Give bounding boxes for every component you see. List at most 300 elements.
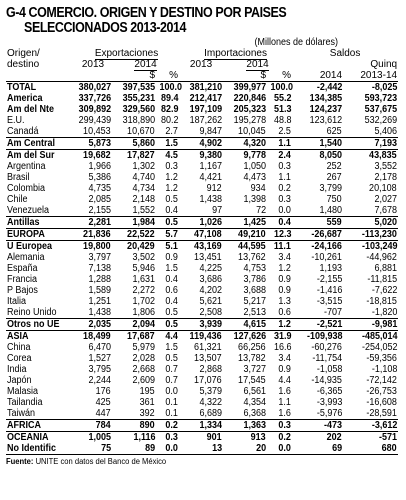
cell-value: 20,108	[369, 183, 398, 194]
cell-exports-2014-value	[112, 172, 156, 183]
balance-spacer	[292, 59, 343, 70]
cell-value: 0.6	[165, 285, 179, 296]
row-label-text: Antillas	[7, 217, 40, 228]
cell-imports-2013	[179, 82, 223, 94]
table-row	[6, 217, 398, 229]
cell-exports-2013	[74, 82, 112, 94]
cell-value: -113,230	[362, 229, 398, 240]
cell-value: 5.7	[165, 229, 179, 240]
cell-value: 447	[95, 408, 111, 419]
cell-balance-2014	[292, 194, 343, 205]
cell-value: 1,334	[199, 420, 223, 431]
cell-imports-2014-pct	[267, 161, 292, 172]
cell-value: 0.0	[165, 386, 179, 397]
cell-value: 1.5	[165, 138, 179, 149]
cell-value: 7,193	[374, 138, 398, 149]
cell-imports-2014-value	[223, 229, 267, 241]
imports-pct-header: %	[267, 70, 292, 82]
cell-balance-quinq	[343, 274, 398, 285]
table-row	[6, 432, 398, 444]
cell-value: 0.9	[278, 285, 292, 296]
row-label	[6, 172, 74, 183]
cell-exports-2013	[74, 397, 112, 408]
cell-exports-2014-pct	[156, 342, 179, 353]
cell-balance-quinq	[343, 104, 398, 115]
cell-value: 1,398	[243, 194, 267, 205]
cell-exports-2014-value	[112, 353, 156, 364]
cell-value: 0.3	[278, 420, 292, 431]
cell-imports-2013	[179, 386, 223, 397]
cell-balance-2014	[292, 364, 343, 375]
cell-value: 72	[256, 205, 267, 216]
cell-balance-quinq	[343, 115, 398, 126]
table-row	[6, 241, 398, 253]
cell-exports-2014-pct	[156, 194, 179, 205]
cell-value: 195	[139, 386, 155, 397]
cell-imports-2013	[179, 172, 223, 183]
cell-value: 680	[382, 443, 398, 454]
table-row	[6, 319, 398, 331]
cell-balance-quinq	[343, 331, 398, 343]
cell-value: 2,028	[132, 353, 155, 364]
table-row	[6, 364, 398, 375]
cell-value: -571	[379, 432, 398, 443]
cell-exports-2013	[74, 138, 112, 150]
row-label-text: Am Central	[7, 138, 56, 149]
cell-value: 361	[139, 397, 155, 408]
cell-value: 3,795	[88, 364, 111, 375]
cell-exports-2013	[74, 150, 112, 162]
row-label-text: Italia	[7, 296, 27, 307]
cell-value: 5,217	[243, 296, 267, 307]
cell-value: 2,094	[132, 319, 155, 330]
cell-imports-2014-pct	[267, 432, 292, 444]
row-label	[6, 161, 74, 172]
source-label: Fuente:	[6, 457, 34, 466]
cell-exports-2014-value	[112, 138, 156, 150]
cell-value: 4,473	[243, 172, 267, 183]
cell-imports-2014-pct	[267, 150, 292, 162]
cell-value: 16.6	[273, 342, 292, 353]
cell-exports-2014-pct	[156, 319, 179, 331]
cell-value: 10,670	[127, 126, 155, 137]
cell-imports-2014-pct	[267, 205, 292, 217]
cell-value: -3,993	[316, 397, 343, 408]
cell-imports-2014-value	[223, 126, 267, 138]
cell-balance-quinq	[343, 386, 398, 397]
cell-value: 0.0	[278, 205, 292, 216]
cell-value: 0.9	[278, 364, 292, 375]
cell-imports-2014-pct	[267, 115, 292, 126]
cell-value: 13,507	[194, 353, 223, 364]
cell-value: -254,052	[361, 342, 398, 353]
cell-value: 2,668	[132, 364, 155, 375]
cell-balance-2014	[292, 263, 343, 274]
cell-exports-2014-value	[112, 443, 156, 455]
cell-exports-2014-pct	[156, 161, 179, 172]
cell-value: 1.2	[165, 183, 179, 194]
cell-imports-2014-pct	[267, 443, 292, 455]
cell-value: 913	[251, 432, 267, 443]
row-label	[6, 93, 74, 104]
cell-value: 3,552	[374, 161, 398, 172]
cell-value: -1,108	[371, 364, 398, 375]
cell-exports-2014-value	[112, 217, 156, 229]
table-row	[6, 263, 398, 274]
cell-value: 2,155	[88, 205, 111, 216]
row-label	[6, 115, 74, 126]
row-label	[6, 285, 74, 296]
cell-value: 4,902	[199, 138, 223, 149]
cell-value: 6,689	[199, 408, 223, 419]
cell-value: 3,688	[243, 285, 267, 296]
quinq-header: Quinq	[370, 59, 398, 70]
source-text: UNITE con datos del Banco de México	[35, 457, 167, 466]
cell-imports-2014-value	[223, 138, 267, 150]
cell-value: 5.1	[165, 241, 179, 252]
cell-imports-2014-value	[223, 172, 267, 183]
cell-imports-2014-value	[223, 307, 267, 319]
cell-balance-quinq	[343, 217, 398, 229]
cell-value: 2,178	[374, 172, 398, 183]
cell-imports-2013	[179, 183, 223, 194]
cell-exports-2014-value	[112, 307, 156, 319]
header-row-2	[6, 59, 398, 70]
cell-exports-2013	[74, 183, 112, 194]
cell-value: 3,799	[319, 183, 343, 194]
cell-exports-2014-pct	[156, 93, 179, 104]
cell-balance-2014	[292, 82, 343, 94]
cell-exports-2014-value	[112, 319, 156, 331]
imports-header	[179, 48, 292, 59]
cell-balance-2014	[292, 397, 343, 408]
cell-value: 89.4	[160, 93, 179, 104]
cell-value: 1.3	[278, 296, 292, 307]
cell-value: 2,508	[199, 307, 223, 318]
cell-value: 202	[327, 432, 343, 443]
row-label	[6, 104, 74, 115]
cell-value: 0.0	[165, 443, 179, 454]
row-label-text: Tailandia	[7, 397, 43, 408]
table-row	[6, 183, 398, 194]
imports-header-label: Importaciones	[204, 48, 267, 59]
cell-value: -473	[324, 420, 343, 431]
cell-value: -28,591	[366, 408, 398, 419]
cell-value: 2,085	[88, 194, 111, 205]
row-label-text: Corea	[7, 353, 32, 364]
row-label-text: Am del Sur	[7, 150, 55, 161]
cell-balance-2014	[292, 296, 343, 307]
cell-value: 2.7	[165, 126, 179, 137]
header-blank-cell	[179, 70, 223, 82]
cell-value: 355,231	[122, 93, 155, 104]
cell-exports-2014-value	[112, 386, 156, 397]
cell-value: 4,225	[199, 263, 223, 274]
cell-value: -18,815	[366, 296, 398, 307]
row-label-text: Japón	[7, 375, 32, 386]
cell-value: 100.0	[270, 82, 294, 93]
cell-value: 0.2	[278, 183, 292, 194]
cell-value: 89	[144, 443, 155, 454]
cell-value: 392	[139, 408, 155, 419]
cell-value: 2,281	[88, 217, 111, 228]
cell-exports-2014-pct	[156, 353, 179, 364]
cell-value: 4,354	[243, 397, 267, 408]
row-label	[6, 342, 74, 353]
table-row	[6, 307, 398, 319]
cell-imports-2014-value	[223, 319, 267, 331]
row-label	[6, 296, 74, 307]
exports-2014-label: 2014	[134, 59, 157, 70]
row-label-text: TOTAL	[7, 82, 37, 93]
imports-2014-label: 2014	[246, 59, 269, 70]
cell-balance-quinq	[343, 319, 398, 331]
cell-exports-2014-pct	[156, 274, 179, 285]
cell-exports-2014-pct	[156, 150, 179, 162]
cell-balance-quinq	[343, 150, 398, 162]
cell-balance-2014	[292, 217, 343, 229]
cell-value: 0.3	[278, 194, 292, 205]
cell-imports-2014-value	[223, 331, 267, 343]
header-blank-cell	[74, 70, 112, 82]
cell-balance-quinq	[343, 138, 398, 150]
cell-value: 1,116	[132, 432, 155, 443]
cell-value: 3.4	[278, 252, 292, 263]
cell-imports-2014-pct	[267, 386, 292, 397]
cell-value: 1.1	[278, 172, 292, 183]
cell-exports-2013	[74, 331, 112, 343]
cell-value: 1.1	[278, 397, 292, 408]
units-note: (Millones de dólares)	[254, 37, 338, 48]
cell-imports-2014-pct	[267, 138, 292, 150]
cell-value: 19,800	[83, 241, 111, 252]
cell-value: 17,076	[194, 375, 223, 386]
cell-exports-2014-value	[112, 331, 156, 343]
cell-value: 2,868	[199, 364, 223, 375]
cell-exports-2014-pct	[156, 296, 179, 307]
cell-exports-2014-value	[112, 274, 156, 285]
cell-exports-2014-value	[112, 150, 156, 162]
cell-value: -2,521	[316, 319, 343, 330]
cell-value: 299,439	[78, 115, 112, 126]
cell-value: 0.9	[165, 252, 179, 263]
cell-exports-2014-pct	[156, 375, 179, 386]
cell-imports-2013	[179, 150, 223, 162]
cell-imports-2014-value	[223, 82, 267, 94]
cell-value: 9,847	[199, 126, 223, 137]
cell-imports-2013	[179, 420, 223, 432]
row-label	[6, 331, 74, 343]
cell-value: 17,687	[127, 331, 155, 342]
table-row	[6, 375, 398, 386]
cell-imports-2013	[179, 241, 223, 253]
cell-value: 124,237	[309, 104, 343, 115]
cell-exports-2013	[74, 296, 112, 307]
cell-value: 47,108	[194, 229, 223, 240]
cell-value: 934	[251, 183, 267, 194]
cell-balance-quinq	[343, 82, 398, 94]
cell-imports-2013	[179, 138, 223, 150]
cell-balance-2014	[292, 241, 343, 253]
cell-imports-2013	[179, 342, 223, 353]
row-label	[6, 138, 74, 150]
cell-imports-2014-value	[223, 161, 267, 172]
cell-value: 1.1	[278, 138, 292, 149]
row-label	[6, 205, 74, 217]
table-row	[6, 397, 398, 408]
cell-imports-2014-value	[223, 386, 267, 397]
row-label	[6, 319, 74, 331]
cell-value: 381,210	[189, 82, 223, 93]
cell-value: 0.7	[165, 364, 179, 375]
cell-imports-2014-value	[223, 241, 267, 253]
cell-value: -72,142	[366, 375, 398, 386]
cell-value: 0.4	[165, 274, 179, 285]
cell-balance-2014	[292, 229, 343, 241]
cell-value: 5,621	[199, 296, 223, 307]
cell-imports-2014-pct	[267, 263, 292, 274]
cell-imports-2013	[179, 296, 223, 307]
cell-value: 127,626	[233, 331, 267, 342]
table-row	[6, 285, 398, 296]
cell-imports-2013	[179, 205, 223, 217]
cell-balance-2014	[292, 150, 343, 162]
row-label	[6, 397, 74, 408]
table-row	[6, 408, 398, 420]
cell-value: 5,020	[374, 217, 398, 228]
cell-value: 195,278	[233, 115, 267, 126]
cell-imports-2014-pct	[267, 353, 292, 364]
cell-balance-2014	[292, 342, 343, 353]
cell-imports-2013	[179, 364, 223, 375]
cell-value: 537,675	[364, 104, 398, 115]
cell-value: 7,138	[88, 263, 111, 274]
cell-value: 1,589	[88, 285, 111, 296]
row-label-text: Brasil	[7, 172, 30, 183]
cell-value: 10,453	[83, 126, 111, 137]
cell-exports-2014-pct	[156, 205, 179, 217]
cell-value: 901	[207, 432, 223, 443]
cell-value: 0.4	[278, 217, 292, 228]
cell-value: 1,527	[88, 353, 111, 364]
cell-value: 1,438	[199, 194, 223, 205]
cell-imports-2014-pct	[267, 319, 292, 331]
cell-value: 0.4	[165, 296, 179, 307]
cell-value: 1,552	[132, 205, 155, 216]
cell-value: 397,535	[122, 82, 155, 93]
cell-value: 1,438	[88, 307, 111, 318]
cell-imports-2013	[179, 104, 223, 115]
cell-imports-2014-value	[223, 364, 267, 375]
row-label-text: P Bajos	[7, 285, 38, 296]
cell-exports-2013	[74, 104, 112, 115]
cell-value: 13,762	[238, 252, 267, 263]
cell-value: 212,417	[189, 93, 223, 104]
cell-exports-2014-value	[112, 161, 156, 172]
cell-balance-quinq	[343, 194, 398, 205]
cell-exports-2014-pct	[156, 172, 179, 183]
cell-exports-2014-value	[112, 241, 156, 253]
cell-value: 4,740	[132, 172, 155, 183]
table-row	[6, 443, 398, 455]
cell-value: 43,169	[194, 241, 223, 252]
cell-value: 12.3	[273, 229, 292, 240]
cell-imports-2014-value	[223, 342, 267, 353]
table-row	[6, 172, 398, 183]
cell-value: 13,451	[194, 252, 223, 263]
cell-value: -1,416	[316, 285, 343, 296]
cell-exports-2013	[74, 229, 112, 241]
cell-balance-quinq	[343, 443, 398, 455]
cell-balance-2014	[292, 183, 343, 194]
cell-value: 2,244	[88, 375, 111, 386]
cell-value: 0.0	[278, 443, 292, 454]
cell-value: 1,480	[319, 205, 343, 216]
cell-imports-2014-pct	[267, 172, 292, 183]
cell-value: 1,425	[243, 217, 267, 228]
row-label-text: España	[7, 263, 38, 274]
cell-value: 0.3	[165, 161, 179, 172]
cell-value: 532,269	[364, 115, 398, 126]
cell-exports-2014-value	[112, 205, 156, 217]
cell-value: 309,892	[78, 104, 112, 115]
cell-value: 5,406	[374, 126, 398, 137]
row-label	[6, 307, 74, 319]
cell-balance-2014	[292, 386, 343, 397]
cell-exports-2013	[74, 364, 112, 375]
cell-exports-2013	[74, 420, 112, 432]
cell-value: 205,323	[233, 104, 267, 115]
cell-exports-2014-pct	[156, 432, 179, 444]
trade-table	[6, 48, 398, 455]
cell-value: -10,261	[311, 252, 343, 263]
cell-value: 1,193	[319, 263, 343, 274]
cell-exports-2013	[74, 194, 112, 205]
row-label	[6, 126, 74, 138]
cell-imports-2013	[179, 353, 223, 364]
cell-exports-2014-pct	[156, 443, 179, 455]
row-label	[6, 82, 74, 94]
cell-value: 0.2	[278, 432, 292, 443]
cell-value: 4,202	[199, 285, 223, 296]
row-label	[6, 194, 74, 205]
cell-exports-2014-value	[112, 183, 156, 194]
cell-value: 750	[327, 194, 343, 205]
cell-value: 187,262	[189, 115, 223, 126]
row-label-text: OCEANIA	[7, 432, 49, 443]
cell-exports-2014-value	[112, 375, 156, 386]
cell-imports-2014-pct	[267, 241, 292, 253]
cell-value: 1,631	[132, 274, 155, 285]
cell-value: 4.4	[278, 375, 292, 386]
cell-value: 1,050	[243, 161, 267, 172]
cell-value: 2,027	[374, 194, 398, 205]
cell-imports-2014-pct	[267, 82, 292, 94]
cell-value: 0.7	[165, 375, 179, 386]
table-row	[6, 150, 398, 162]
row-label-text: Venezuela	[7, 205, 50, 216]
cell-exports-2014-value	[112, 364, 156, 375]
cell-value: 1,302	[132, 161, 155, 172]
cell-balance-2014	[292, 375, 343, 386]
table-row	[6, 104, 398, 115]
cell-value: 100.0	[159, 82, 183, 93]
cell-imports-2014-value	[223, 408, 267, 420]
row-label	[6, 263, 74, 274]
cell-exports-2014-value	[112, 126, 156, 138]
cell-value: 11.1	[274, 241, 292, 252]
cell-exports-2014-pct	[156, 420, 179, 432]
